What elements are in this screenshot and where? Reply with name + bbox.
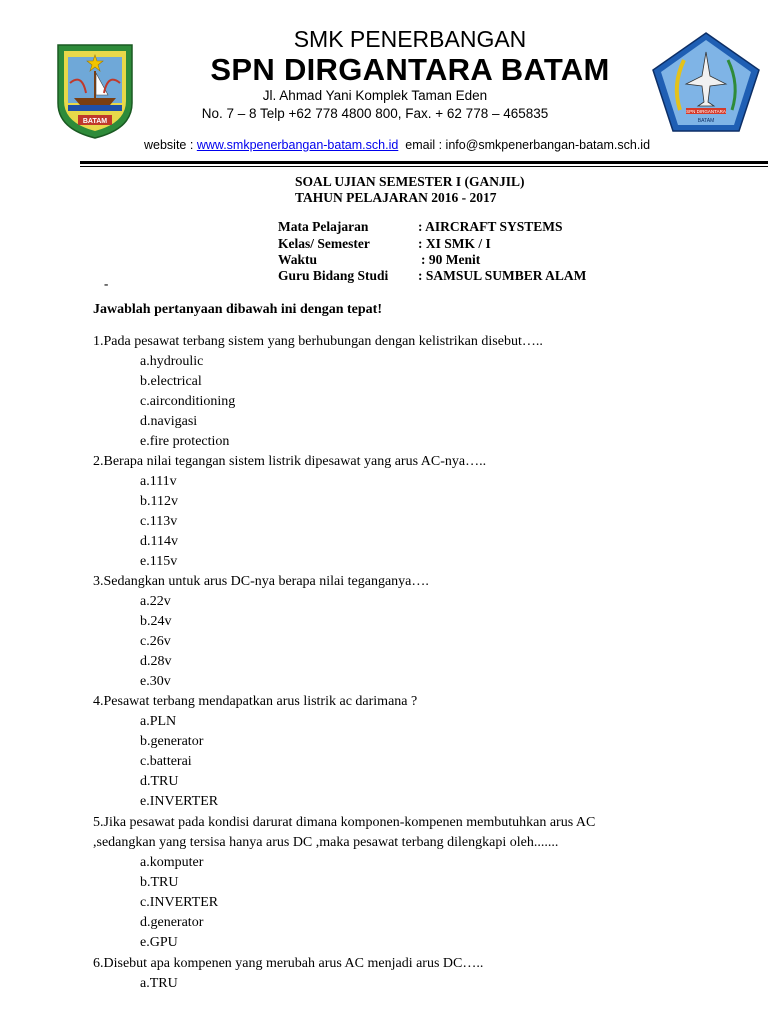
option: c.INVERTER xyxy=(140,895,219,910)
option: d.navigasi xyxy=(140,414,198,429)
option: a.hydroulic xyxy=(140,354,204,369)
option: b.electrical xyxy=(140,374,202,389)
right-logo-text: BATAM xyxy=(697,118,715,124)
header-divider-thick xyxy=(80,161,768,164)
stray-bullet: - xyxy=(104,276,109,291)
option: e.INVERTER xyxy=(140,794,219,809)
website-link[interactable]: www.smkpenerbangan-batam.sch.id xyxy=(196,138,399,152)
option: e.GPU xyxy=(140,935,178,950)
instruction: Jawablah pertanyaan dibawah ini dengan tepat! xyxy=(93,302,383,317)
address-line2: No. 7 – 8 Telp +62 778 4800 800, Fax. + 62 778 – 465835 xyxy=(201,106,549,121)
website-label: website : xyxy=(144,138,197,152)
question-6: 6.Disebut apa kompenen yang merubah arus AC menjadi arus DC….. xyxy=(93,956,484,971)
school-name-line1: SMK PENERBANGAN xyxy=(293,26,527,52)
option: c.26v xyxy=(140,634,171,649)
question-2: 2.Berapa nilai tegangan sistem listrik dipesawat yang arus AC-nya….. xyxy=(93,454,487,469)
left-logo-text: BATAM xyxy=(82,118,108,125)
school-name-line2: SPN DIRGANTARA BATAM xyxy=(210,52,610,87)
question-4: 4.Pesawat terbang mendapatkan arus listrik ac darimana ? xyxy=(93,694,418,709)
info-row-time xyxy=(278,252,480,268)
right-logo-ribbon: SPN DIRGANTARA xyxy=(686,109,726,114)
option: d.114v xyxy=(140,534,178,549)
option: a.TRU xyxy=(140,976,178,991)
exam-year: TAHUN PELAJARAN 2016 - 2017 xyxy=(295,190,497,205)
option: a.PLN xyxy=(140,714,177,729)
info-row-subject xyxy=(278,219,563,235)
info-label: Waktu xyxy=(278,252,318,267)
contact-line xyxy=(144,138,650,152)
info-label: Mata Pelajaran xyxy=(278,219,369,234)
option: b.TRU xyxy=(140,875,179,890)
option: d.TRU xyxy=(140,774,179,789)
option: c.airconditioning xyxy=(140,394,236,409)
info-value: : SAMSUL SUMBER ALAM xyxy=(418,268,587,283)
email-text: email : info@smkpenerbangan-batam.sch.id xyxy=(405,138,651,152)
info-value: : AIRCRAFT SYSTEMS xyxy=(418,219,563,234)
question-3: 3.Sedangkan untuk arus DC-nya berapa nilai teganganya…. xyxy=(93,574,429,589)
option: b.generator xyxy=(140,734,204,749)
question-5: 5.Jika pesawat pada kondisi darurat dimana komponen-kompenen membutuhkan arus AC xyxy=(93,815,596,830)
info-value: : XI SMK / I xyxy=(418,236,491,251)
question-5-continued: ,sedangkan yang tersisa hanya arus DC ,maka pesawat terbang dilengkapi oleh....... xyxy=(93,835,559,850)
option: c.batterai xyxy=(140,754,192,769)
option: d.28v xyxy=(140,654,172,669)
question-1: 1.Pada pesawat terbang sistem yang berhubungan dengan kelistrikan disebut….. xyxy=(93,334,543,349)
option: a.111v xyxy=(140,474,177,489)
option: a.komputer xyxy=(140,855,204,870)
option: c.113v xyxy=(140,514,178,529)
address-line1: Jl. Ahmad Yani Komplek Taman Eden xyxy=(262,88,488,103)
info-row-teacher xyxy=(278,268,586,284)
option: d.generator xyxy=(140,915,204,930)
option: b.24v xyxy=(140,614,172,629)
info-label: Guru Bidang Studi xyxy=(278,268,389,283)
option: e.30v xyxy=(140,674,171,689)
info-row-class xyxy=(278,236,491,252)
option: e.115v xyxy=(140,554,178,569)
header-divider-thin xyxy=(80,166,768,167)
option: a.22v xyxy=(140,594,171,609)
option: e.fire protection xyxy=(140,434,230,449)
option: b.112v xyxy=(140,494,178,509)
exam-title: SOAL UJIAN SEMESTER I (GANJIL) xyxy=(295,174,525,189)
info-value: : 90 Menit xyxy=(421,252,481,267)
info-label: Kelas/ Semester xyxy=(278,236,370,251)
